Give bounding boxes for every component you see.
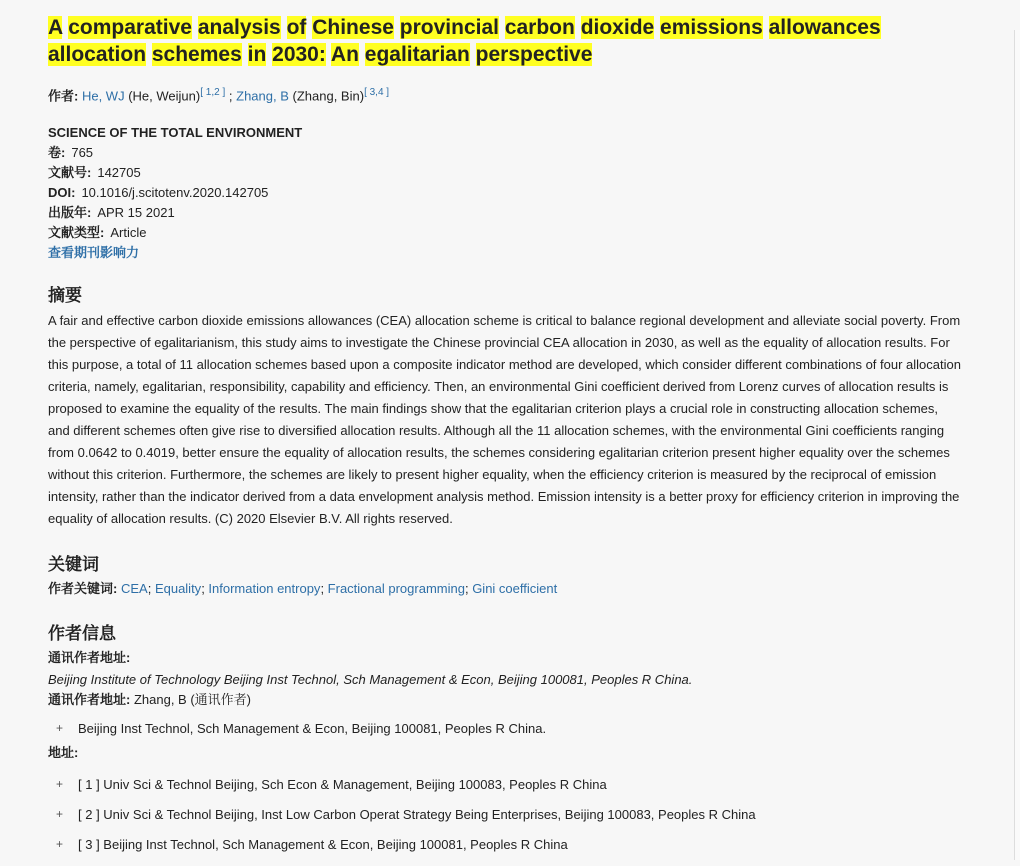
corr-address-value: Beijing Inst Technol, Sch Management & Econ, Beijing 100081, Peoples R China. [78,720,547,736]
title-word: in [247,43,267,66]
title-word: provincial [399,16,499,39]
right-panel-edge [1014,30,1020,860]
authors-label: 作者: [48,88,79,104]
doi-label: DOI: [48,185,76,201]
keyword-link[interactable]: Gini coefficient [472,581,558,597]
author-fullname: (Zhang, Bin) [292,88,365,104]
corr-address-label-2: 通讯作者地址: [48,692,131,708]
volume-label: 卷: [48,145,66,161]
corr-address-label: 通讯作者地址: [48,650,131,666]
author-fullname: (He, Weijun) [128,88,201,104]
doc-type-label: 文献类型: [48,225,105,241]
affiliation-link[interactable]: [ 1,2 ] [200,87,226,98]
abstract-text: A fair and effective carbon dioxide emissions allowances (CEA) allocation scheme is critical to balance regional development and alleviate social poverty. From the perspective of egalitarianism, this study aims to investigate the Chinese provincial CEA allocation in 2030, as well as the equality of allocation results. For this purpose, a total of 11 allocation schemes based upon a composite indicator method are developed, which consider different combinations of four allocation criteria, namely, egalitarian, responsibility, capability and efficiency. Then, an environmental Gini coefficient derived from Lorenz curves of allocation results is proposed to examine the equality of the results. The main findings show that the egalitarian criterion plays a crucial role in constructing allocation schemes, and different schemes often give rise to diversified allocation results. Although all the 11 allocation schemes, with the environmental Gini coefficients ranging from 0.0642 to 0.4019, better ensure the equality of allocation results, the schemes considering egalitarian criterion present higher equality over the schemes without this criterion. Furthermore, the schemes are likely to present higher equality, when the efficiency criterion is measured by the reciprocal of emission intensity, rather than the indicator derived from a data envelopment analysis method. Emission intensity is a better proxy for efficiency criterion in improving the equality of allocation results. (C) 2020 Elsevier B.V. All rights reserved. [48,313,961,527]
title-word: perspective [475,43,593,66]
corr-author-name: Zhang, B (通讯作者) [133,692,251,708]
author-keywords: 作者关键词: CEA; Equality; Information entropy; Fractional programming; Gini coefficient [48,581,558,597]
keyword-link[interactable]: Equality [154,581,202,597]
title-word: A [48,16,63,39]
article-number-value: 142705 [97,165,141,181]
doi-row [48,183,963,203]
address-label: 地址: [48,745,79,761]
title-word: schemes [151,43,242,66]
corr-author-row [48,690,963,710]
keywords-heading: 关键词 [48,555,99,575]
title-word: allowances [768,16,881,39]
address-value: [ 2 ] Univ Sci & Technol Beijing, Inst Low Carbon Operat Strategy Being Enterprises, Beijing 100083, Peoples R China [78,806,756,822]
address-value: [ 1 ] Univ Sci & Technol Beijing, Sch Econ & Management, Beijing 100083, Peoples R China [78,776,607,792]
title-word: An [330,43,359,66]
volume-row [48,143,963,163]
keywords-label: 作者关键词: [48,581,118,597]
doc-type-value: Article [110,225,147,241]
doc-type-row [48,223,963,243]
address-row [48,829,963,859]
address-value: [ 3 ] Beijing Inst Technol, Sch Management & Econ, Beijing 100081, Peoples R China [78,836,568,852]
author-link-he[interactable]: He, WJ [81,88,125,104]
title-word: analysis [197,16,281,39]
title-word: Chinese [312,16,394,39]
pub-date-label: 出版年: [48,205,92,221]
doi-value: 10.1016/j.scitotenv.2020.142705 [81,185,269,201]
title-word: allocation [48,43,147,66]
affiliation-link[interactable]: [ 3,4 ] [364,87,390,98]
record-page [48,14,963,859]
journal-impact-link[interactable]: 查看期刊影响力 [48,245,140,261]
keyword-link[interactable]: Fractional programming [327,581,465,597]
corr-address-text: Beijing Institute of Technology Beijing Inst Technol, Sch Management & Econ, Beijing 100081, Peoples R China. [48,672,693,688]
article-title [48,14,963,68]
title-word: egalitarian [364,43,470,66]
keyword-link[interactable]: Information entropy [208,581,321,597]
journal-name: SCIENCE OF THE TOTAL ENVIRONMENT [48,125,303,141]
author-info-heading: 作者信息 [48,624,116,644]
authors-line [48,84,963,105]
article-number-label: 文献号: [48,165,92,181]
title-word: 2030: [272,43,326,66]
source-info [48,123,963,263]
title-word: of [286,16,307,39]
title-word: emissions [660,16,763,39]
volume-value: 765 [71,145,94,161]
expand-plus-icon[interactable]: + [55,836,63,851]
keyword-link[interactable]: CEA [120,581,148,597]
corr-address-row [48,713,963,743]
title-word: carbon [504,16,575,39]
expand-plus-icon[interactable]: + [55,776,63,791]
expand-plus-icon[interactable]: + [55,806,63,821]
address-row [48,799,963,829]
author-link-zhang[interactable]: Zhang, B [236,88,289,104]
abstract-heading: 摘要 [48,286,82,306]
title-word: dioxide [580,16,655,39]
pub-date-row [48,203,963,223]
expand-plus-icon[interactable]: + [55,720,63,735]
title-word: comparative [68,16,192,39]
pub-date-value: APR 15 2021 [97,205,175,221]
author-separator: ; [228,88,233,104]
address-row [48,769,963,799]
article-number-row [48,163,963,183]
